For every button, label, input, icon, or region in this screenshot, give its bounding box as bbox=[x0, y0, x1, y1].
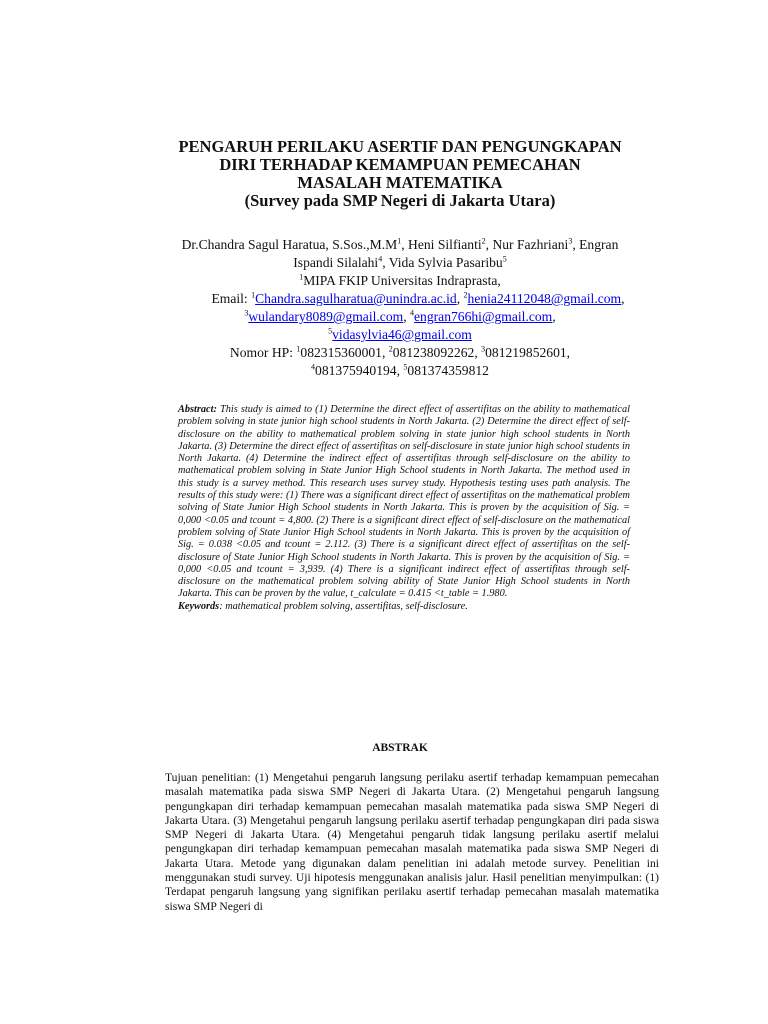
email-link-2[interactable]: henia24112048@gmail.com bbox=[467, 291, 622, 306]
phone-note: 4 bbox=[311, 362, 316, 372]
title-subtitle: (Survey pada SMP Negeri di Jakarta Utara) bbox=[244, 191, 556, 210]
phone-line-2 bbox=[130, 362, 670, 380]
email-line-3 bbox=[130, 326, 670, 344]
phone-separator: , bbox=[474, 345, 482, 360]
author-line-2 bbox=[130, 254, 670, 272]
email-note: 2 bbox=[463, 290, 468, 300]
email-note: 1 bbox=[251, 290, 256, 300]
author-name: , Vida Sylvia Pasaribu bbox=[382, 255, 503, 270]
email-note: 4 bbox=[410, 308, 414, 318]
author-name: Dr.Chandra Sagul Haratua, S.Sos.,M.M bbox=[181, 237, 398, 252]
author-note: 4 bbox=[378, 254, 383, 264]
abstrak-heading: ABSTRAK bbox=[372, 742, 428, 754]
affiliation-note: 1 bbox=[299, 272, 304, 282]
email-link-4[interactable]: engran766hi@gmail.com bbox=[414, 309, 553, 324]
affiliation-text: MIPA FKIP Universitas Indraprasta, bbox=[303, 273, 501, 288]
author-note: 3 bbox=[568, 236, 573, 246]
email-trailing-comma: , bbox=[621, 291, 625, 306]
author-block bbox=[130, 236, 670, 380]
phone-note: 3 bbox=[481, 344, 486, 354]
keywords-text: : mathematical problem solving, assertifitas, self-disclosure. bbox=[219, 600, 468, 612]
keywords-label: Keywords bbox=[178, 600, 220, 612]
english-abstract bbox=[178, 404, 630, 613]
phone-label: Nomor HP: bbox=[229, 345, 297, 360]
phone-number: 081238092262 bbox=[392, 345, 475, 360]
phone-note: 1 bbox=[296, 344, 301, 354]
title-line-1: PENGARUH PERILAKU ASERTIF DAN PENGUNGKAPAN bbox=[178, 137, 622, 156]
phone-separator: , bbox=[381, 345, 389, 360]
paper-title bbox=[120, 138, 680, 210]
email-note: 5 bbox=[328, 326, 333, 336]
phone-number: 081374359812 bbox=[407, 363, 489, 378]
author-name: , Engran bbox=[572, 237, 619, 252]
phone-number: 082315360001 bbox=[300, 345, 382, 360]
email-separator: , bbox=[456, 291, 464, 306]
email-link-3[interactable]: wulandary8089@gmail.com bbox=[248, 309, 404, 324]
email-link-1[interactable]: Chandra.sagulharatua@unindra.ac.id bbox=[255, 291, 457, 306]
author-line-1 bbox=[130, 236, 670, 254]
author-note: 1 bbox=[397, 236, 402, 246]
email-trailing-comma: , bbox=[552, 309, 556, 324]
phone-separator: , bbox=[396, 363, 404, 378]
author-name: Ispandi Silalahi bbox=[293, 255, 379, 270]
email-link-5[interactable]: vidasylvia46@gmail.com bbox=[332, 327, 472, 342]
phone-trailing-comma: , bbox=[566, 345, 571, 360]
phone-number: 081219852601 bbox=[485, 345, 567, 360]
abstract-text: This study is aimed to (1) Determine the direct effect of assertifitas on the ability to mathematical problem solving in state junior high school students in North Jakarta. (2) Determine the direct effect of self-disclosure on the ability to mathematical problem solving in state junior high school students in North Jakarta. (3) Determine the direct effect of assertifitas on self-disclosure in state junior high school students in North Jakarta. (4) Determine the indirect effect of assertifitas through self-disclosure on the ability to mathematical problem solving in State Junior High School students in North Jakarta. The method used in this study is a survey method. This research uses survey study. Hypothesis testing uses path analysis. The results of this study were: (1) There was a significant direct effect of assertifitas on the mathematical problem solving of State Junior High School students in North Jakarta. This is proven by the acquisition of Sig. = 0,000 <0.05 and tcount = 4,800. (2) There is a significant direct effect of self-disclosure on the mathematical problem solving of State Junior High School students in North Jakarta. This is proven by the acquisition of Sig. = 0.038 <0.05 and tcount = 2.112. (3) There is a significant direct effect of assertifitas on the self-disclosure of State Junior High School students in North Jakarta. This is proven by the acquisition of Sig. = 0,000 <0.05 and tcount = 3,939. (4) There is a significant indirect effect of assertifitas through self-disclosure on the mathematical problem solving ability of State Junior High School students in North Jakarta. This can be proven by the value, t_calculate = 0.415 <t_table = 1.980. bbox=[178, 404, 630, 600]
author-note: 2 bbox=[481, 236, 486, 246]
email-label: Email: bbox=[211, 291, 252, 306]
abstract-label: Abstract: bbox=[178, 404, 217, 415]
affiliation bbox=[130, 272, 670, 290]
email-line-1 bbox=[148, 290, 688, 308]
phone-note: 5 bbox=[403, 362, 408, 372]
phone-line-1 bbox=[130, 344, 670, 362]
phone-note: 2 bbox=[388, 344, 393, 354]
phone-number: 081375940194 bbox=[315, 363, 397, 378]
title-line-3: MASALAH MATEMATIKA bbox=[297, 173, 503, 192]
author-name: , Nur Fazhriani bbox=[485, 237, 569, 252]
keywords-line bbox=[178, 601, 630, 613]
author-name: , Heni Silfianti bbox=[401, 237, 482, 252]
title-line-2: DIRI TERHADAP KEMAMPUAN PEMECAHAN bbox=[219, 155, 581, 174]
email-note: 3 bbox=[244, 308, 249, 318]
email-line-2 bbox=[130, 308, 670, 326]
abstrak-paragraph: Tujuan penelitian: (1) Mengetahui pengaruh langsung perilaku asertif terhadap kemampuan pemecahan masalah matematika pada siswa SMP Negeri di Jakarta Utara. (2) Mengetahui pengaruh langsung pengungkapan diri terhadap kemampuan pemecahan masalah matematika pada siswa SMP Negeri di Jakarta Utara. (3) Mengetahui pengaruh langsung perilaku asertif terhadap pengungkapan diri pada siswa SMP Negeri di Jakarta Utara. (4) Mengetahui pengaruh tidak langsung perilaku asertif melalui pengungkapan diri terhadap kemampuan pemecahan masalah matematika pada siswa SMP Negeri di Jakarta Utara. Metode yang digunakan dalam penelitian ini adalah metode survey. Penelitian ini menggunakan studi survey. Uji hipotesis menggunakan analisis jalur. Hasil penelitian menyimpulkan: (1) Terdapat pengaruh langsung yang signifikan perilaku asertif terhadap pemecahan masalah matematika siswa SMP Negeri di bbox=[165, 771, 659, 913]
email-separator: , bbox=[403, 309, 410, 324]
author-note: 5 bbox=[502, 254, 507, 264]
abstract-paragraph bbox=[178, 404, 630, 601]
